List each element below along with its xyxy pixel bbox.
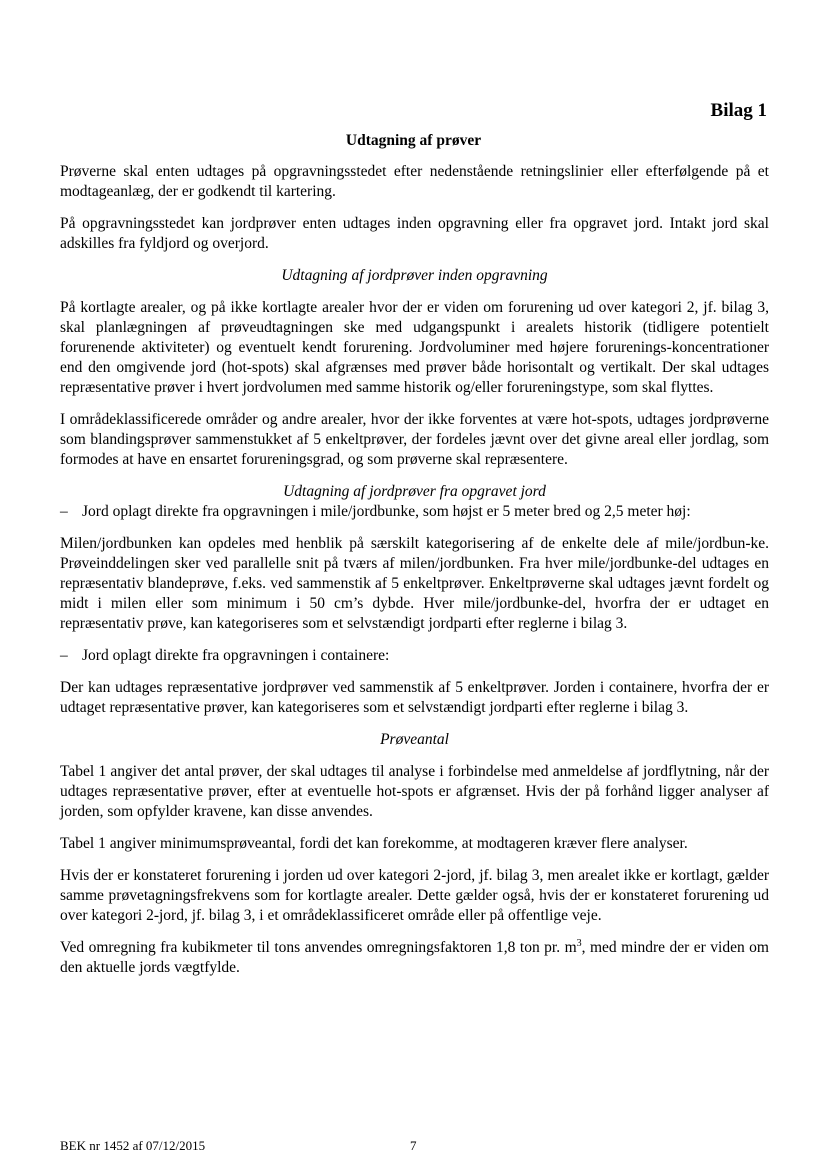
annex-label: Bilag 1 xyxy=(710,100,767,121)
intro-paragraph-1: Prøverne skal enten udtages på opgravningsstedet efter nedenstående retningslinier eller efterfølgende på et modtageanlæg, der er godkendt til kartering. xyxy=(60,163,769,200)
bullet-containers-text: Jord oplagt direkte fra opgravningen i containere: xyxy=(82,647,390,664)
conversion-text: Ved omregning fra kubikmeter til tons anvendes omregningsfaktoren 1,8 ton pr. m xyxy=(60,939,577,956)
bullet-containers xyxy=(60,646,769,666)
after-paragraph-2: Der kan udtages repræsentative jordprøver ved sammenstik af 5 enkeltprøver. Jorden i containere, hvorfra der er udtaget repræsentative prøver, kan kategoriseres som et selvstændigt jordparti efter reglerne i bilag 3. xyxy=(60,679,769,716)
cubic-superscript: 3 xyxy=(576,938,582,949)
conversion-text-end: , med mindre der er viden om den aktuelle jords vægtfylde. xyxy=(60,939,769,976)
bullet-pile xyxy=(60,502,769,522)
heading-excavated-soil: Udtagning af jordprøver fra opgravet jord xyxy=(283,483,546,500)
page-number: 7 xyxy=(410,1138,417,1153)
count-paragraph-4 xyxy=(60,938,769,978)
bullet-pile-text: Jord oplagt direkte fra opgravningen i mile/jordbunke, som højst er 5 meter bred og 2,5 meter høj: xyxy=(82,503,691,520)
count-paragraph-3: Hvis der er konstateret forurening i jorden ud over kategori 2-jord, jf. bilag 3, men arealet ikke er kortlagt, gælder samme prøvetagningsfrekvens som for kortlagte arealer. Dette gælder også, hvis der er konstateret forurening ud over kategori 2-jord, jf. bilag 3, i et områdeklassificeret område eller på offentlige veje. xyxy=(60,867,769,924)
heading-sample-count: Prøveantal xyxy=(380,731,449,748)
count-paragraph-1: Tabel 1 angiver det antal prøver, der skal udtages til analyse i forbindelse med anmeldelse af jordflytning, når der udtages repræsentative prøver, efter at eventuelle hot-spots er afgrænset. Hvis der på forhånd ligger analyser af jorden, som opfylder kravene, kan disse anvendes. xyxy=(60,763,769,820)
dash-marker: – xyxy=(60,503,68,520)
document-body xyxy=(60,162,769,990)
after-paragraph-1: Milen/jordbunken kan opdeles med henblik på særskilt kategorisering af de enkelte dele af mile/jordbun-ke. Prøveinddelingen sker ved parallelle snit på tværs af milen/jordbunken. Fra hver mile/jordbunke-del udtages en repræsentativ blandeprøve, f.eks. ved sammenstik af 5 enkeltprøver. Enkeltprøverne skal udtages jævnt fordelt og midt i milen eller som minimum i 50 cm’s dybde. Hver mile/jordbunke-del, hvorfra der er udtaget en repræsentativ prøve, kan kategoriseres som et selvstændigt jordparti efter reglerne i bilag 3. xyxy=(60,535,769,632)
footer-reference: BEK nr 1452 af 07/12/2015 xyxy=(60,1138,206,1153)
page-title: Udtagning af prøver xyxy=(345,132,482,149)
before-paragraph-2: I områdeklassificerede områder og andre arealer, hvor der ikke forventes at være hot-spots, udtages jordprøverne som blandingsprøver sammenstukket af 5 enkeltprøver, der fordeles jævnt over det givne areal eller jordlag, som formodes at have en ensartet forureningsgrad, og som prøverne skal repræsentere. xyxy=(60,411,769,468)
intro-paragraph-2: På opgravningsstedet kan jordprøver enten udtages inden opgravning eller fra opgravet jord. Intakt jord skal adskilles fra fyldjord og overjord. xyxy=(60,215,769,252)
dash-marker: – xyxy=(60,647,68,664)
heading-before-excavation: Udtagning af jordprøver inden opgravning xyxy=(281,267,548,284)
count-paragraph-2: Tabel 1 angiver minimumsprøveantal, fordi det kan forekomme, at modtageren kræver flere analyser. xyxy=(60,835,688,852)
before-paragraph-1: På kortlagte arealer, og på ikke kortlagte arealer hvor der er viden om forurening ud over kategori 2, jf. bilag 3, skal planlægningen af prøveudtagningen ske med udgangspunkt i arealets historik (tidligere potentielt forurenende aktiviteter) og eventuelt kendt forurening. Jordvoluminer med højere forurenings-koncentrationer end den omgivende jord (hot-spots) skal afgrænses med prøver både horisontalt og vertikalt. Der skal udtages repræsentative prøver i hvert jordvolumen med samme historik og/eller forureningstype, som skal flyttes. xyxy=(60,299,769,396)
